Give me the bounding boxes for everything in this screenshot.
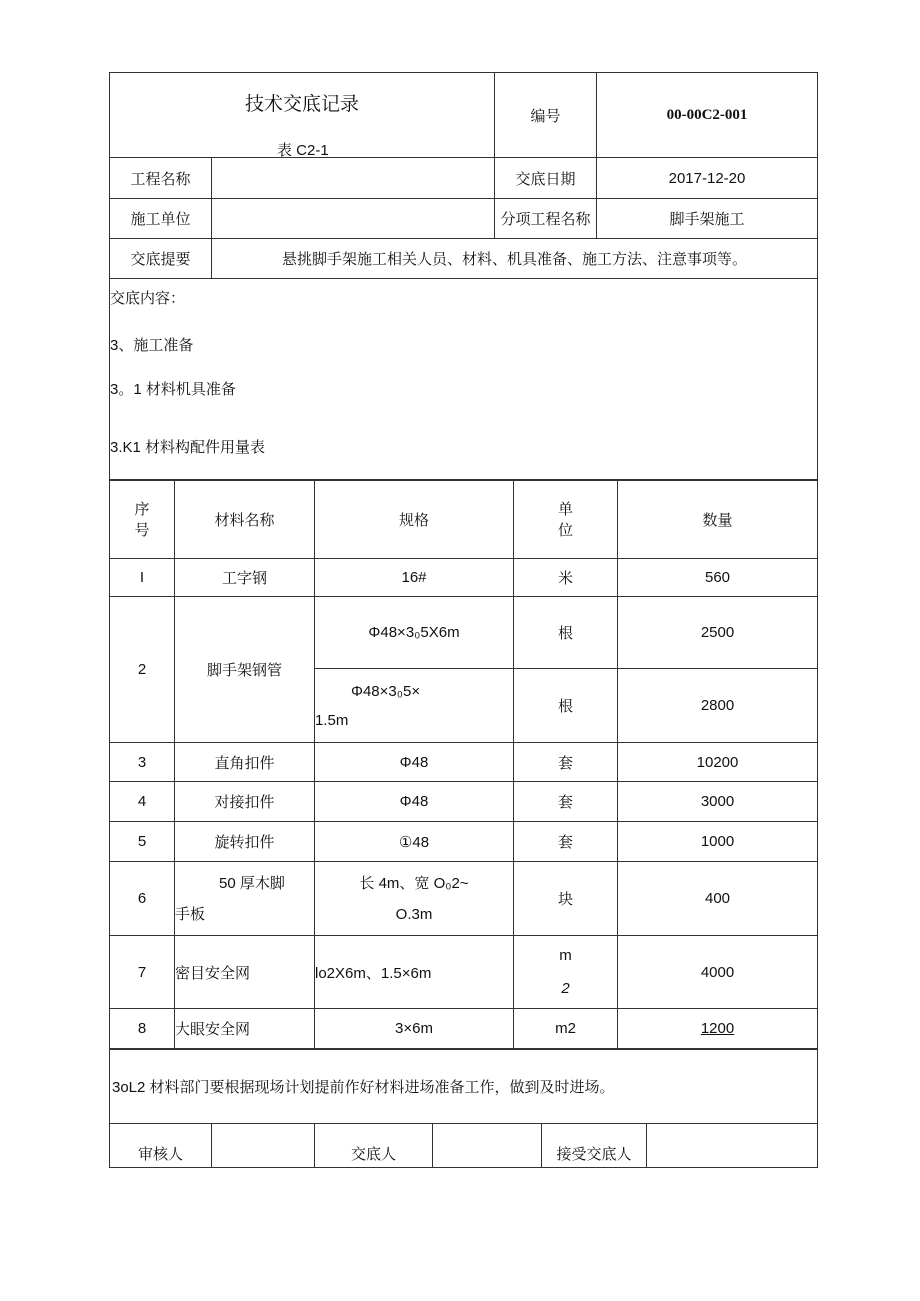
- table-row: 4 对接扣件 Φ48 套 3000: [110, 782, 818, 822]
- table-row: 8 大眼安全网 3×6m m2 1200: [110, 1009, 818, 1049]
- footer-note: 3oL2 材料部门要根据现场计划提前作好材料进场准备工作，做到及时进场。: [110, 1050, 818, 1124]
- date-value: 2017-12-20: [597, 158, 818, 199]
- subproject-label: 分项工程名称: [495, 199, 597, 239]
- table-row: Φ48×3₀5× 1.5m 根 2800: [110, 669, 818, 743]
- contractor-value: [212, 199, 495, 239]
- materials-header-row: [110, 481, 818, 559]
- header-no: 序 号: [110, 481, 175, 559]
- header-spec: 规格: [315, 481, 514, 559]
- technical-disclosure-form: [109, 72, 817, 1168]
- table-row: 6 50 厚木脚 手板 长 4m、宽 O₀2~ O.3m 块 400: [110, 862, 818, 936]
- project-name-label: 工程名称: [110, 158, 212, 199]
- code-label: 编号: [495, 73, 597, 158]
- table-row: 2 脚手架钢管 Φ48×3₀5X6m 根 2500: [110, 597, 818, 669]
- content-line-1: 3、施工准备: [110, 337, 194, 354]
- contractor-label: 施工单位: [110, 199, 212, 239]
- title-cell: [110, 73, 495, 158]
- summary-label: 交底提要: [110, 239, 212, 279]
- date-label: 交底日期: [495, 158, 597, 199]
- materials-table: [109, 480, 818, 1049]
- table-row: 3 直角扣件 Φ48 套 10200: [110, 743, 818, 782]
- table-row: 5 旋转扣件 ①48 套 1000: [110, 822, 818, 862]
- form-number: 表 C2-1: [277, 142, 329, 159]
- discloser-value: [433, 1124, 542, 1168]
- table-row: I 工字钢 16# 米 560: [110, 559, 818, 597]
- table-row: 7 密目安全网 lo2X6m、1.5×6m m 2 4000: [110, 936, 818, 1009]
- footer-table: [109, 1049, 818, 1168]
- content-heading: 交底内容：: [110, 290, 186, 307]
- content-line-2: 3。1 材料机具准备: [110, 381, 236, 398]
- reviewer-label: 审核人: [110, 1124, 212, 1168]
- content-line-3: 3.K1 材料构配件用量表: [110, 439, 266, 456]
- header-table: [109, 72, 818, 480]
- code-value: 00-00C2-001: [597, 73, 818, 158]
- signature-row: [110, 1124, 818, 1168]
- subproject-value: 脚手架施工: [597, 199, 818, 239]
- disclosure-content: [110, 279, 818, 480]
- page-title: 技术交底记录: [244, 94, 359, 115]
- project-name-value: [212, 158, 495, 199]
- summary-value: 悬挑脚手架施工相关人员、材料、机具准备、施工方法、注意事项等。: [212, 239, 818, 279]
- header-unit: 单 位: [514, 481, 618, 559]
- receiver-label: 接受交底人: [542, 1124, 647, 1168]
- header-qty: 数量: [618, 481, 818, 559]
- receiver-value: [647, 1124, 818, 1168]
- header-name: 材料名称: [175, 481, 315, 559]
- discloser-label: 交底人: [315, 1124, 433, 1168]
- reviewer-value: [212, 1124, 315, 1168]
